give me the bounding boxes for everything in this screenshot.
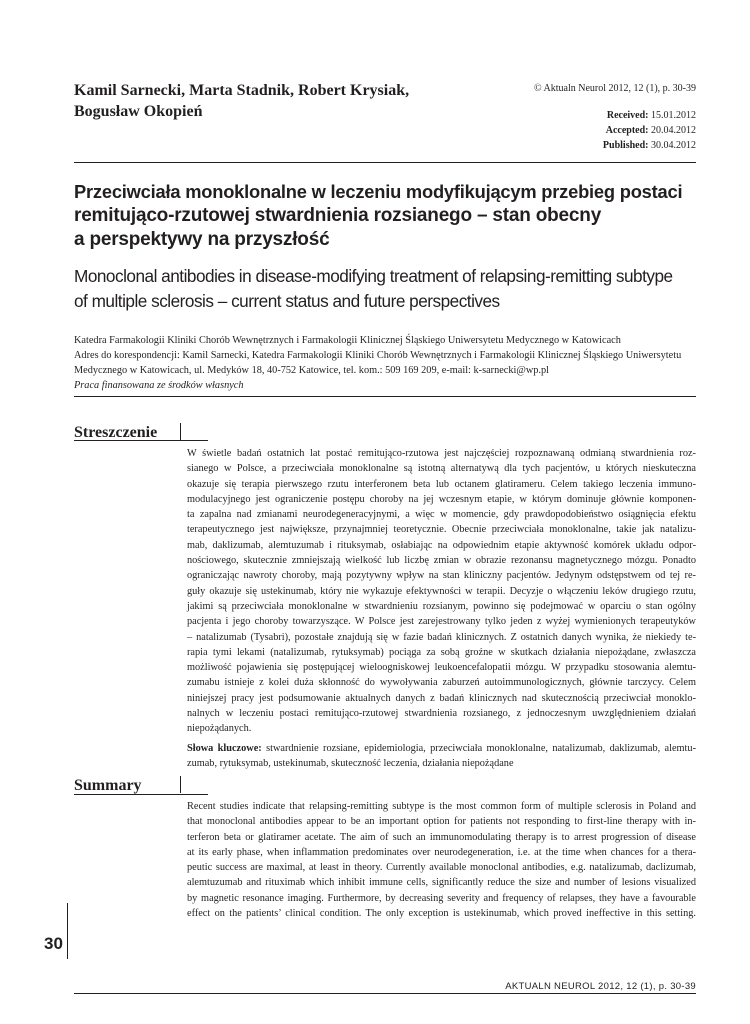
- copyright: © Aktualn Neurol 2012, 12 (1), p. 30-39: [533, 83, 696, 94]
- text-line: ta zapalna nad zmianami neurodegeneracyjnymi, a więc w momencie, gdy prawdopodobieństwo osiągnięcia efektu: [187, 509, 696, 521]
- text-line: jakimi są przeciwciała monoklonalne w stwardnieniu rozsianym, powinno się podejmować w oparciu o stan ogólny: [187, 600, 696, 612]
- footer-divider: [74, 993, 696, 994]
- text-line: by magnetic resonance imaging. Furthermore, by decreasing severity and frequency of relapses, they have a favourable: [187, 892, 696, 904]
- affiliation-block: [74, 333, 696, 393]
- article-meta: [534, 81, 696, 153]
- text-line: W świetle badań ostatnich lat postać remitująco-rzutowa jest najczęściej rozpoznawaną odmianą stwardnienia roz-: [187, 448, 696, 459]
- text-line: Recent studies indicate that relapsing-remitting subtype is the most common form of multiple sclerosis in Poland and: [187, 801, 696, 812]
- text-line: – natalizumab (Tysabri), pozostałe znajdują się w fazie badań klinicznych. Z ostatnich danych wynika, że niekiedy te-: [187, 631, 696, 643]
- text-line: nościowego, skutecznie zmniejszają wielkość lub liczbę zmian w obrazie rezonansu magnetycznego mózgu. Ponadto: [187, 555, 696, 567]
- author-line: Bogusław Okopień: [74, 103, 203, 120]
- received-value: 15.01.2012: [651, 110, 696, 121]
- page-number: 30: [44, 934, 63, 953]
- author-list: [74, 80, 494, 122]
- text-line: sianego w Polsce, a przeciwciała monoklonalne są istotną alternatywą dla tych pacjentów, u których nieskuteczna: [187, 463, 696, 475]
- section-divider: [74, 396, 696, 397]
- funding-note: Praca finansowana ze środków własnych: [74, 380, 244, 391]
- text-line: okazuje się terapia pierwszego rzutu interferonem beta lub octanem glatirameru. Celem takiego leczenia immuno-: [187, 478, 696, 490]
- heading-underline: [74, 794, 208, 795]
- accepted-label: Accepted:: [605, 125, 649, 136]
- text-line: niniejszej pracy jest podsumowanie aktualnych danych z badań klinicznych nad skutecznością przeciwciał monoklo-: [187, 692, 696, 704]
- text-line: ograniczając nawroty choroby, mają pozytywny wpływ na stan kliniczny pacjentów. Jedynym odstępstwem od tej re-: [187, 570, 696, 582]
- text-line: guły okazuje się ustekinumab, który nie wykazuje efektywności w terapii. Decyzje o włączeniu leków drugiego rzutu,: [187, 585, 696, 597]
- text-line: that monoclonal antibodies appear to be an important option for patients not responding to first-line therapy with in-: [187, 816, 696, 828]
- published-value: 30.04.2012: [651, 140, 696, 151]
- title-line: Przeciwciała monoklonalne w leczeniu modyfikującym przebieg postaci: [74, 181, 683, 202]
- text-line: modulacyjnego jest ograniczenie postępu choroby na jej wczesnym etapie, w którym dominuje głównie komponen-: [187, 493, 696, 505]
- affiliation-line: Adres do korespondencji: Kamil Sarnecki, Katedra Farmakologii Kliniki Chorób Wewnętrznych i Farmakologii Klinicznej Śląskiego Uniwersytetu: [74, 350, 682, 361]
- text-line: rapia tymi lekami (natalizumab, rytuksymab) pociąga za sobą groźne w skutkach działania niepożądane, zwłaszcza: [187, 646, 696, 658]
- keywords-block: [187, 741, 696, 772]
- keywords-label: Słowa kluczowe:: [187, 743, 262, 754]
- text-line: niepożądanych.: [187, 723, 252, 735]
- title-line: of multiple sclerosis – current status and future perspectives: [74, 291, 500, 311]
- text-line: nalnych w leczeniu postaci remitująco-rzutowej stwardnienia rozsianego, z jednoczesnym uwzględnieniem działań: [187, 708, 696, 720]
- affiliation-line: Medycznego w Katowicach, ul. Medyków 18, 40-752 Katowice, tel. kom.: 509 169 209, e-mail: k-sarnecki@wp.pl: [74, 365, 550, 376]
- heading-bar: [180, 776, 181, 793]
- text-line: terapeutycznego jest największe, przynajmniej teoretycznie. Obecnie przeciwciała monoklonalne, takie jak natalizu-: [187, 524, 696, 536]
- running-footer: AKTUALN NEUROL 2012, 12 (1), p. 30-39: [505, 981, 696, 992]
- text-line: effect on the patients’ clinical condition. The only exception is ustekinumab, which proved ineffective in this setting.: [187, 908, 696, 920]
- text-line: terferon beta or glatiramer acetate. The aim of such an immunomodulating therapy is to arrest progression of disease: [187, 831, 696, 843]
- text-line: peutic success are maximal, at least in theory. Currently available monoclonal antibodies, e.g. natalizumab, daclizumab,: [187, 862, 696, 874]
- keywords-text: stwardnienie rozsiane, epidemiologia, przeciwciała monoklonalne, natalizumab, daklizumab, alemtu-: [261, 743, 696, 754]
- title-polish: [74, 180, 684, 252]
- affiliation-line: Katedra Farmakologii Kliniki Chorób Wewnętrznych i Farmakologii Klinicznej Śląskiego Uniwersytetu Medycznego w Katowicach: [74, 335, 621, 346]
- author-line: Kamil Sarnecki, Marta Stadnik, Robert Krysiak,: [74, 82, 410, 99]
- title-english: [74, 264, 684, 314]
- summary-text: [187, 799, 696, 921]
- text-line: mab, daklizumab, alemtuzumab i rituksymab, osłabiając na odpowiednim etapie aktywność komórek układu odpor-: [187, 539, 696, 551]
- heading-bar: [180, 423, 181, 440]
- text-line: alemtuzumab and rituximab which inhibit immune cells, significantly reduce the size and number of lesions visualized: [187, 877, 696, 889]
- accepted-date: [534, 123, 696, 138]
- title-line: Monoclonal antibodies in disease-modifying treatment of relapsing-remitting subtype: [74, 266, 673, 286]
- text-line: możliwość pojawienia się postępującej wieloogniskowej leukoencefalopatii mózgu. W przypadku stosowania alemtu-: [187, 662, 696, 674]
- text-line: zumabu istnieje z kolei duża skłonność do wywoływania zaburzeń autoimmunologicznych, głównie tarczycy. Celem: [187, 677, 696, 689]
- keywords-line: zumab, rytuksymab, ustekinumab, skuteczność leczenia, działania niepożądane: [187, 758, 514, 770]
- accepted-value: 20.04.2012: [651, 125, 696, 136]
- published-date: [534, 138, 696, 153]
- text-line: pacjenta i jego choroby towarzyszące. W Polsce jest zarejestrowany tylko jeden z wyżej wymienionych terapeutyków: [187, 616, 696, 628]
- heading-underline: [74, 440, 208, 441]
- published-label: Published:: [602, 140, 649, 151]
- received-date: [534, 108, 696, 123]
- title-line: a perspektywy na przyszłość: [74, 229, 330, 250]
- summary-heading: Summary: [74, 777, 142, 794]
- keywords-line: [187, 741, 696, 756]
- streszczenie-text: [187, 446, 696, 737]
- page-number-bar: [67, 903, 68, 959]
- received-label: Received:: [606, 110, 649, 121]
- header-divider: [74, 162, 696, 163]
- title-line: remitująco-rzutowej stwardnienia rozsianego – stan obecny: [74, 205, 602, 226]
- streszczenie-heading: Streszczenie: [74, 424, 158, 441]
- text-line: at its early phase, when inflammation predominates over neurodegeneration, i.e. at the time when chances for a thera-: [187, 846, 696, 858]
